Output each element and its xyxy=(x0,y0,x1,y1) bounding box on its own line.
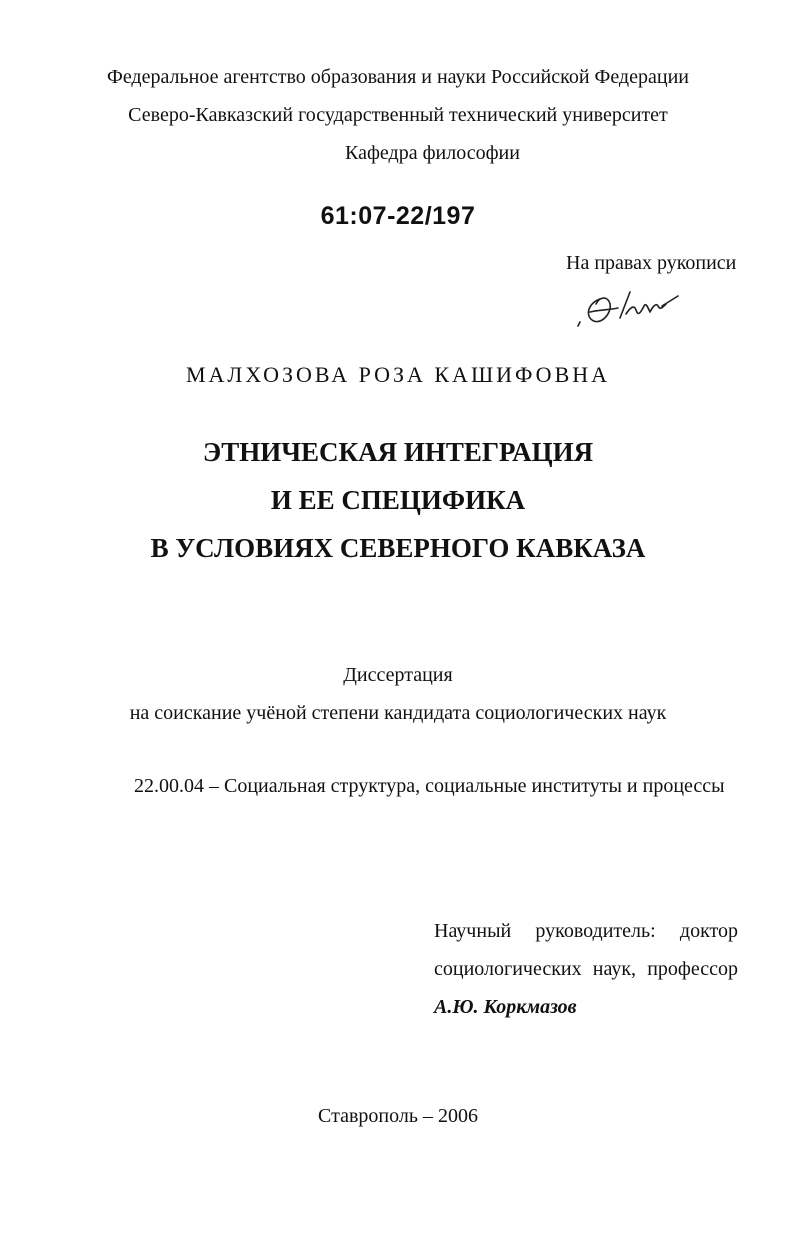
place-year: Ставрополь – 2006 xyxy=(318,1105,478,1127)
manuscript-rights: На правах рукописи xyxy=(566,252,737,274)
archive-code: 61:07-22/197 xyxy=(320,202,476,230)
university-name: Северо-Кавказский государственный технический университет xyxy=(128,104,668,126)
author-signature xyxy=(574,284,684,332)
agency-name: Федеральное агентство образования и науки Российской Федерации xyxy=(107,66,689,88)
degree-line: на соискание учёной степени кандидата социологических наук xyxy=(129,702,667,724)
supervisor-line-2: социологических наук, профессор xyxy=(434,958,738,980)
specialty-line: 22.00.04 – Социальная структура, социальные институты и процессы xyxy=(134,775,725,797)
work-type: Диссертация xyxy=(343,664,453,686)
title-line-1: ЭТНИЧЕСКАЯ ИНТЕГРАЦИЯ xyxy=(202,437,594,467)
department-name: Кафедра философии xyxy=(345,142,520,164)
supervisor-name: А.Ю. Коркмазов xyxy=(434,996,577,1018)
author-name: МАЛХОЗОВА РОЗА КАШИФОВНА xyxy=(185,362,611,387)
title-line-3: В УСЛОВИЯХ СЕВЕРНОГО КАВКАЗА xyxy=(150,533,646,563)
supervisor-line-1: Научный руководитель: доктор xyxy=(434,920,738,942)
title-line-2: И ЕЕ СПЕЦИФИКА xyxy=(270,485,526,515)
